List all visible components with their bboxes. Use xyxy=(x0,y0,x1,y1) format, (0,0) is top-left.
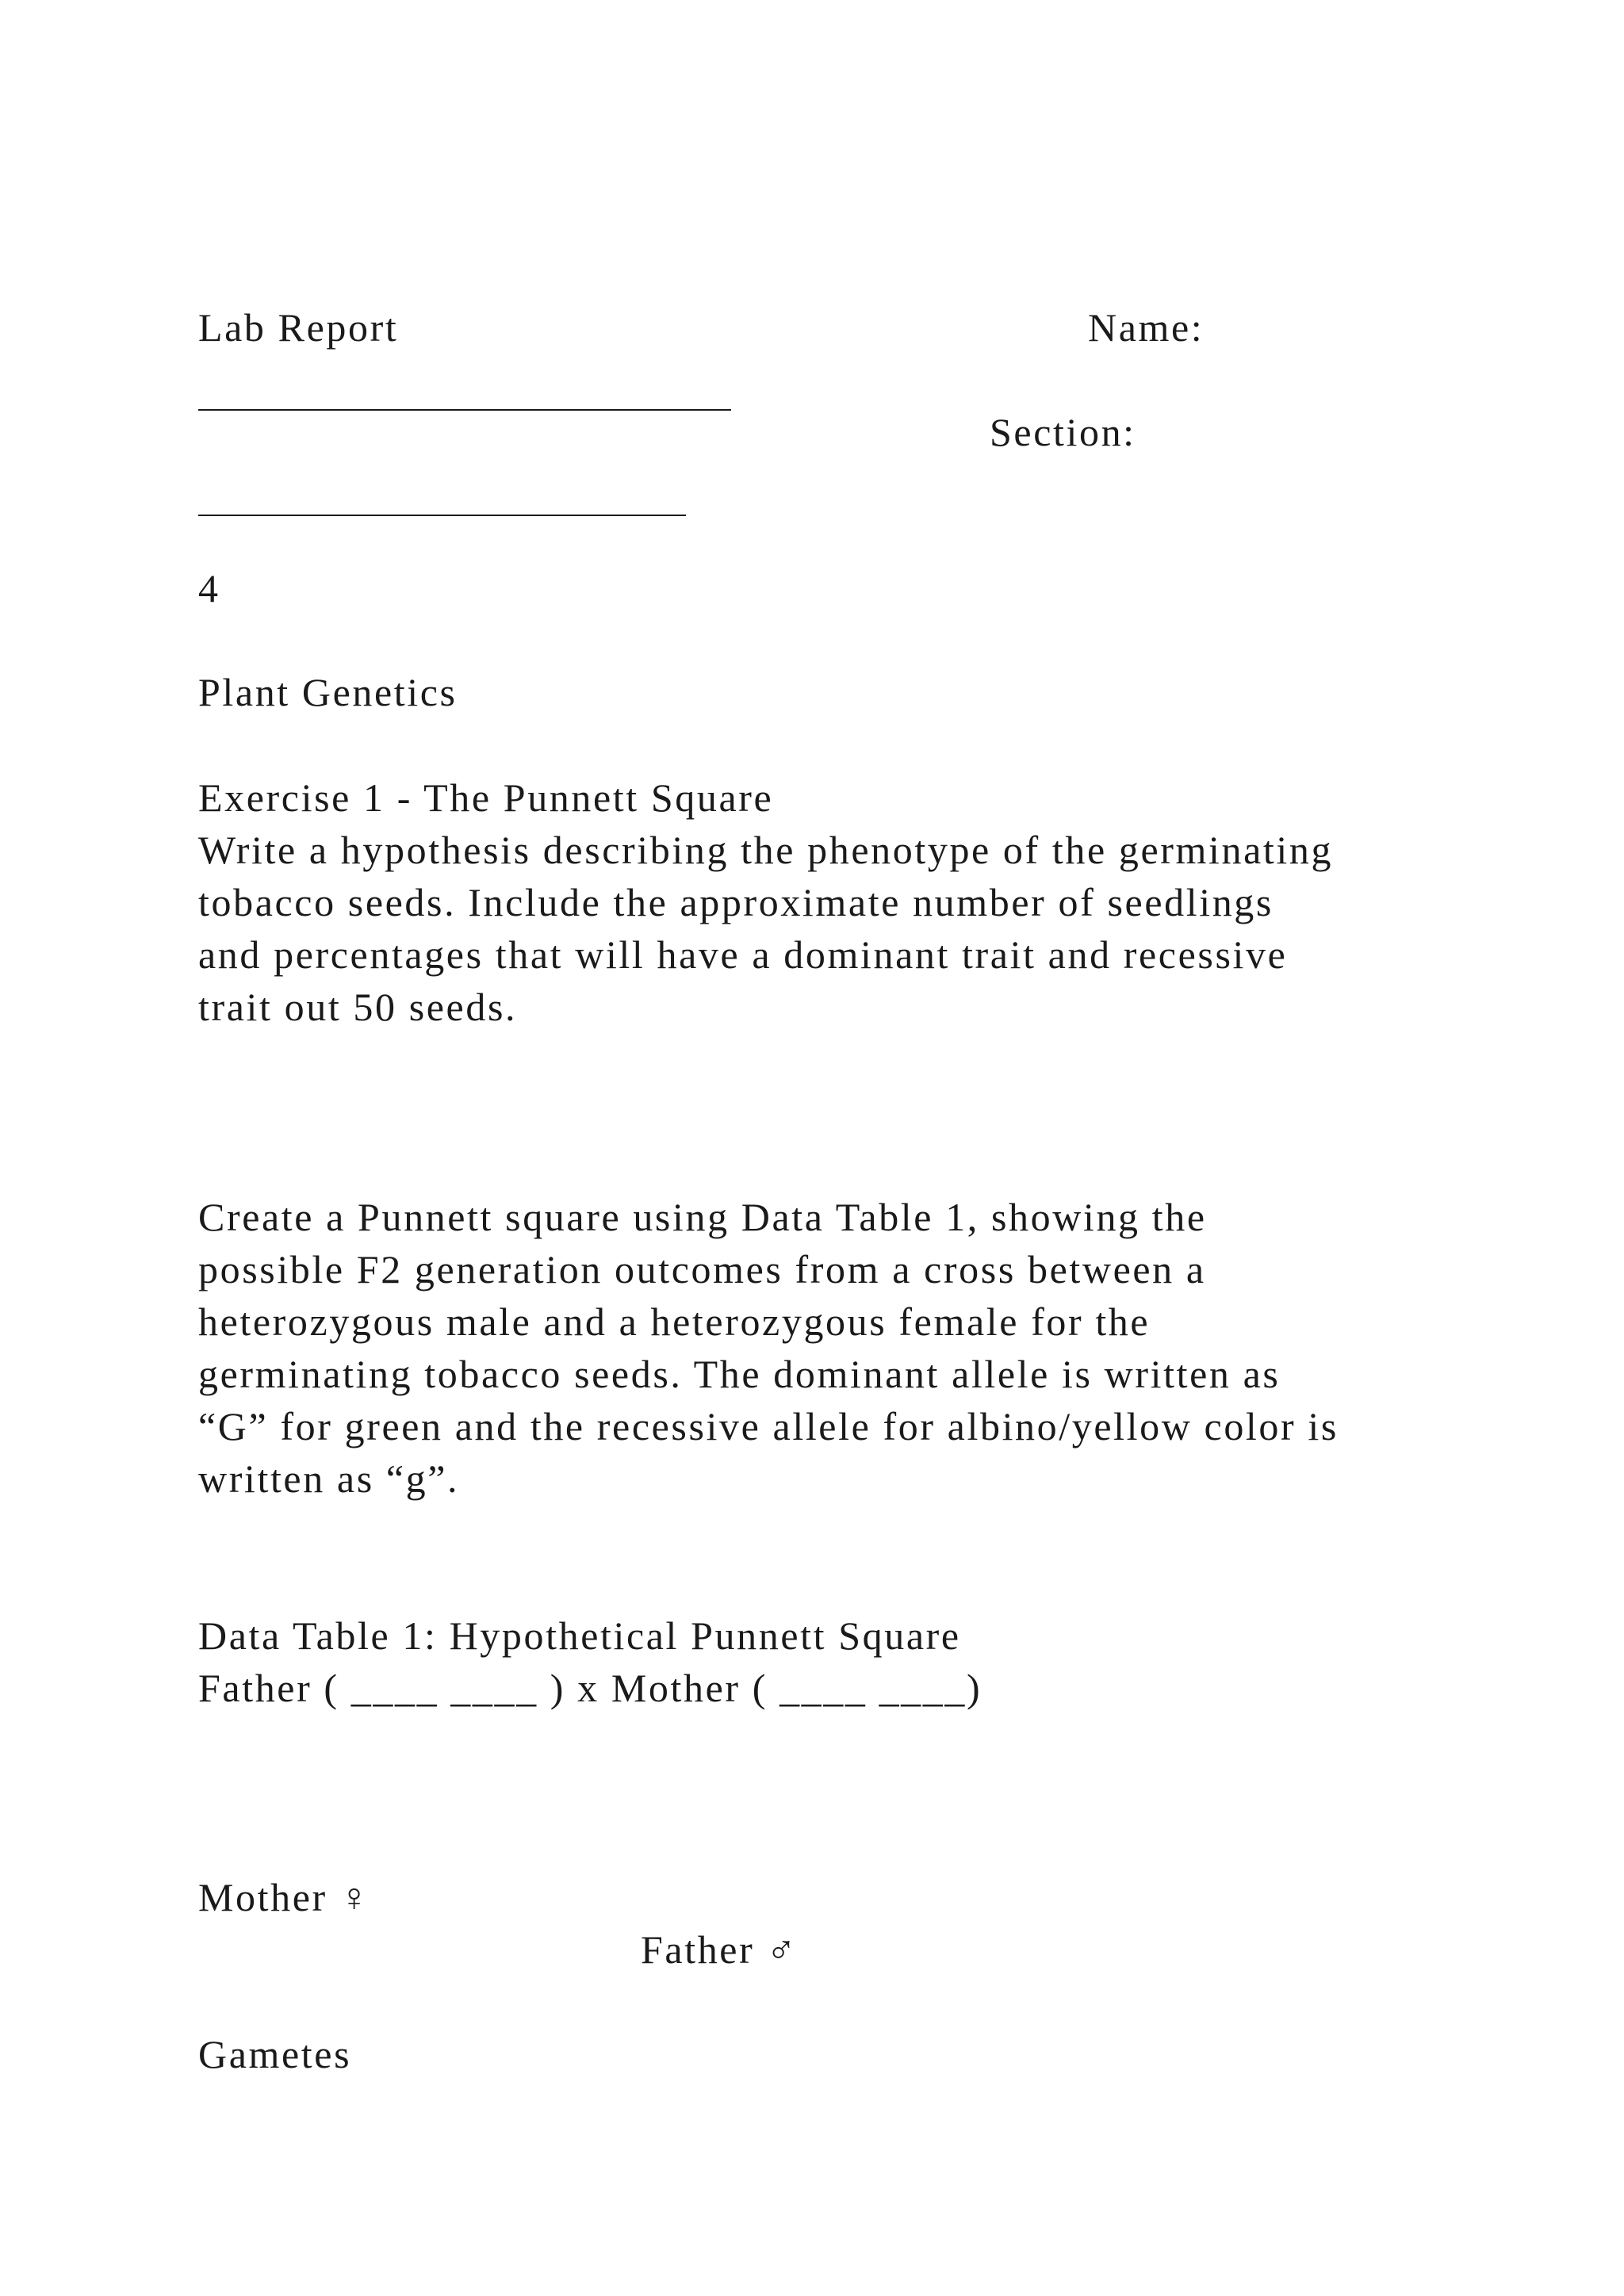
punnett-prompt-line: heterozygous male and a heterozygous female for the xyxy=(198,1299,1151,1344)
exercise-1-heading: Exercise 1 - The Punnett Square xyxy=(198,775,774,820)
report-title: Lab Report xyxy=(198,305,399,350)
name-label: Name: xyxy=(1088,305,1205,350)
section-label: Section: xyxy=(990,410,1136,454)
punnett-prompt-line: written as “g”. xyxy=(198,1456,460,1501)
hypothesis-prompt-line: and percentages that will have a dominant trait and recessive xyxy=(198,932,1288,977)
cross-line: Father ( ____ ____ ) x Mother ( ____ ____) xyxy=(198,1666,982,1710)
hypothesis-prompt-line: tobacco seeds. Include the approximate number of seedlings xyxy=(198,880,1274,924)
hypothesis-prompt-line: Write a hypothesis describing the phenotype of the germinating xyxy=(198,828,1334,872)
lab-title: Plant Genetics xyxy=(198,670,458,714)
punnett-prompt-line: possible F2 generation outcomes from a cross between a xyxy=(198,1247,1206,1292)
data-table-1-title: Data Table 1: Hypothetical Punnett Square xyxy=(198,1613,961,1658)
father-label: Father ♂ xyxy=(641,1927,799,1972)
hypothesis-prompt-line: trait out 50 seeds. xyxy=(198,985,518,1029)
section-blank-line xyxy=(198,515,686,516)
name-blank-line xyxy=(198,409,731,411)
gametes-label: Gametes xyxy=(198,2032,352,2076)
lab-number: 4 xyxy=(198,566,220,610)
punnett-prompt-line: germinating tobacco seeds. The dominant allele is written as xyxy=(198,1352,1281,1396)
punnett-prompt-line: Create a Punnett square using Data Table 1, showing the xyxy=(198,1195,1207,1239)
punnett-prompt-line: “G” for green and the recessive allele for albino/yellow color is xyxy=(198,1404,1339,1448)
mother-label: Mother ♀ xyxy=(198,1875,371,1919)
